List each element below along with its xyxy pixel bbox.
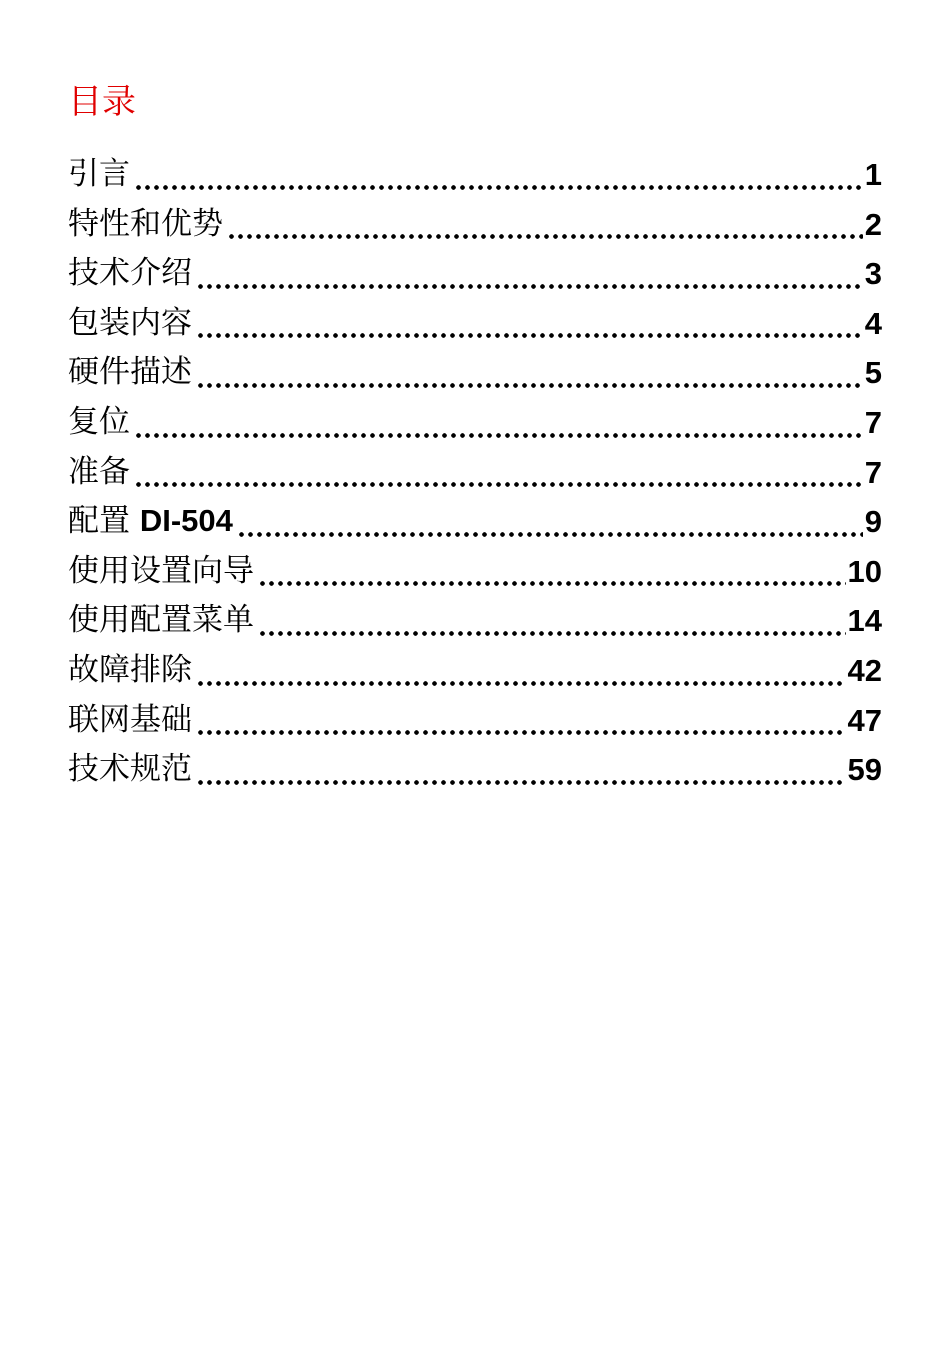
toc-page-number: 1: [864, 157, 882, 192]
toc-page-number: 47: [847, 702, 882, 738]
toc-leader-dots: [227, 200, 863, 250]
toc-entry-introduction[interactable]: [68, 150, 882, 200]
toc-entry-technology[interactable]: [68, 249, 882, 299]
toc-entry-label-text: 配置: [68, 503, 130, 540]
toc-entry-troubleshooting[interactable]: [68, 646, 882, 696]
toc-entry-label: 硬件描述: [68, 354, 192, 391]
toc-page-number: 14: [847, 603, 882, 639]
toc-entry-label: 技术规范: [68, 751, 192, 788]
toc-leader-dots: [134, 150, 863, 200]
toc-entry-label: 技术介绍: [68, 255, 192, 292]
toc-leader-dots: [196, 299, 863, 349]
toc-leader-dots: [258, 547, 846, 597]
toc-leader-dots: [258, 596, 846, 646]
toc-entry-label: 使用设置向导: [68, 552, 254, 589]
toc-leader-dots: [196, 745, 846, 795]
toc-entry-model-name: DI-504: [139, 503, 233, 539]
toc-page-number: 4: [864, 305, 882, 341]
toc-page-number: 7: [864, 454, 882, 490]
toc-entry-label: 使用配置菜单: [68, 602, 254, 639]
toc-entry-label: 包装内容: [68, 304, 192, 341]
toc-entry-features[interactable]: [68, 200, 882, 250]
toc-leader-dots: [196, 646, 846, 696]
toc-entry-label: 复位: [68, 403, 130, 440]
toc-entry-label: 引言: [68, 156, 130, 192]
toc-entry-configure-di504[interactable]: [68, 497, 882, 547]
toc-entry-hardware[interactable]: [68, 348, 882, 398]
toc-entry-specifications[interactable]: [68, 745, 882, 795]
toc-entry-networking-basics[interactable]: [68, 696, 882, 746]
toc-entry-config-menu[interactable]: [68, 596, 882, 646]
toc-entry-preparation[interactable]: [68, 448, 882, 498]
toc-entry-label: 故障排除: [68, 651, 192, 688]
toc-page-number: 10: [847, 553, 882, 589]
toc-entry-reset[interactable]: [68, 398, 882, 448]
toc-leader-dots: [237, 497, 863, 547]
toc-entry-label: [68, 496, 233, 547]
toc-leader-dots: [196, 696, 846, 746]
toc-entry-label: 联网基础: [68, 701, 192, 738]
toc-page-number: 2: [864, 206, 882, 242]
toc-entry-package-contents[interactable]: [68, 299, 882, 349]
toc-list: [68, 150, 882, 795]
toc-entry-setup-wizard[interactable]: [68, 547, 882, 597]
toc-page-number: 59: [847, 752, 882, 788]
toc-leader-dots: [196, 249, 863, 299]
toc-leader-dots: [134, 448, 863, 498]
toc-page-number: 5: [864, 355, 882, 391]
toc-title: 目录: [68, 82, 136, 122]
toc-page-number: 9: [864, 504, 882, 540]
toc-entry-label: 准备: [68, 453, 130, 490]
toc-leader-dots: [134, 398, 863, 448]
toc-page-number: 42: [847, 652, 882, 688]
toc-entry-label: 特性和优势: [68, 205, 223, 242]
toc-leader-dots: [196, 348, 863, 398]
toc-page-number: 3: [864, 256, 882, 292]
toc-page-number: 7: [864, 404, 882, 440]
